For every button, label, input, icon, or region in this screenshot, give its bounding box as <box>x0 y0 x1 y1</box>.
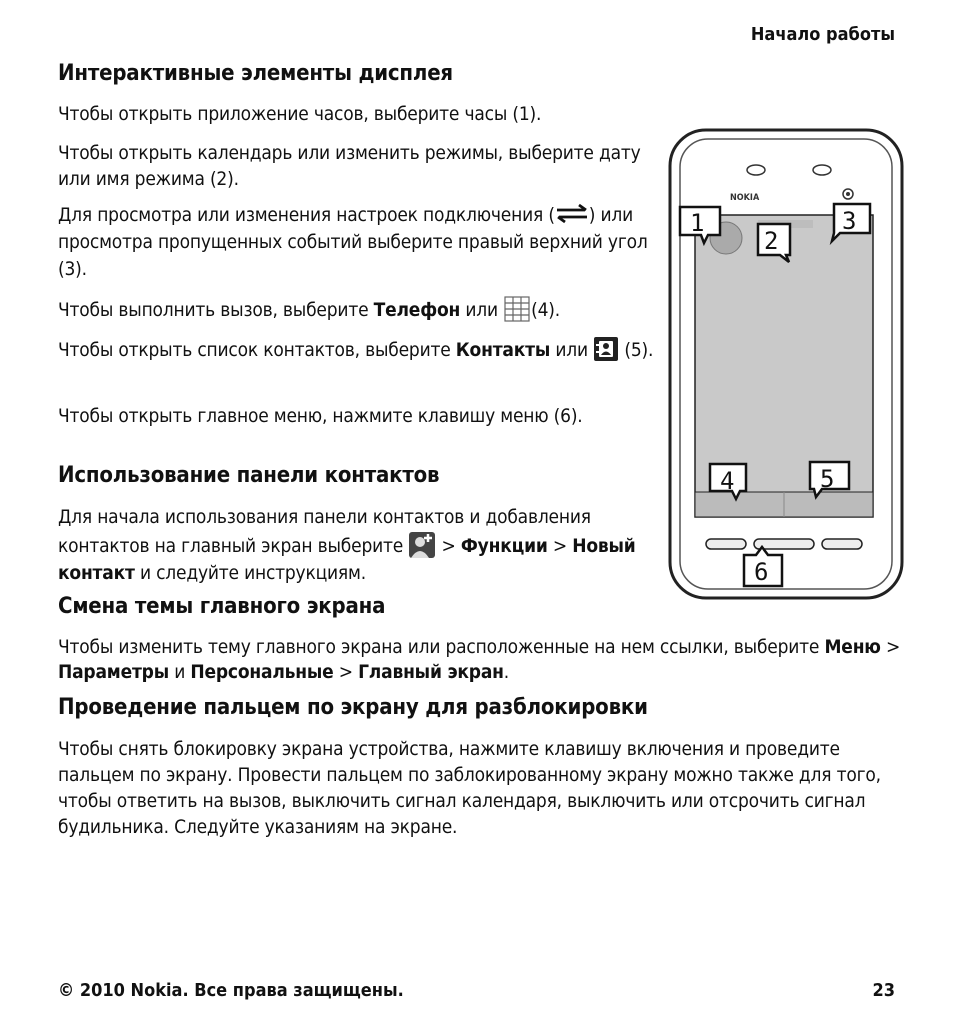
term-home-screen: Главный экран <box>358 661 504 683</box>
svg-text:6: 6 <box>754 558 769 586</box>
svg-text:5: 5 <box>820 465 835 493</box>
term-menu: Меню <box>824 636 881 658</box>
phone-brand-label: NOKIA <box>730 193 760 203</box>
add-contact-icon <box>408 531 436 559</box>
running-header: Начало работы <box>750 24 895 45</box>
paragraph-home-theme: Чтобы изменить тему главного экрана или расположенные на нем ссылки, выберите Меню > Параметры и Персональные > Главный экран. <box>58 636 901 683</box>
paragraph-contacts-bar: Для начала использования панели контактов и добавления контактов на главный экран выберите > Функции > Новый контакт и следуйте инструкциям. <box>58 506 636 584</box>
svg-text:3: 3 <box>842 207 857 235</box>
paragraph-clock: Чтобы открыть приложение часов, выберите часы (1). <box>58 103 542 125</box>
svg-text:4: 4 <box>720 467 735 495</box>
term-functions: Функции <box>460 535 548 557</box>
paragraph-calendar: Чтобы открыть календарь или изменить режимы, выберите дату или имя режима (2). <box>58 142 641 190</box>
term-phone: Телефон <box>373 299 461 321</box>
page-number: 23 <box>872 980 895 1001</box>
section-title-home-theme: Смена темы главного экрана <box>58 594 386 619</box>
paragraph-menu: Чтобы открыть главное меню, нажмите клавишу меню (6). <box>58 405 583 427</box>
contacts-book-icon <box>593 336 619 362</box>
phone-illustration <box>668 127 906 603</box>
term-settings: Параметры <box>58 661 169 683</box>
svg-text:1: 1 <box>690 209 705 237</box>
paragraph-connection: Для просмотра или изменения настроек подключения ( ) или просмотра пропущенных событий выберите правый верхний угол (3). <box>58 204 648 280</box>
section-title-display-elements: Интерактивные элементы дисплея <box>58 61 453 86</box>
paragraph-swipe-unlock: Чтобы снять блокировку экрана устройства, нажмите клавишу включения и проведите пальцем по экрану. Провести пальцем по заблокированному экрану можно также для того, чтобы ответить на вызов, выключить сигнал календаря, выключить или отсрочить сигнал будильника. Следуйте указаниям на экране. <box>58 738 881 838</box>
term-contacts: Контакты <box>455 339 551 361</box>
term-personal: Персональные <box>190 661 334 683</box>
term-new-contact: Новый контакт <box>58 535 636 584</box>
footer-copyright: © 2010 Nokia. Все права защищены. <box>58 980 404 1001</box>
paragraph-call: Чтобы выполнить вызов, выберите Телефон или (4). <box>58 295 678 324</box>
dialpad-grid-icon <box>503 295 531 323</box>
section-title-contacts-bar: Использование панели контактов <box>58 463 440 488</box>
paragraph-contacts: Чтобы открыть список контактов, выберите Контакты или (5). <box>58 336 663 364</box>
svg-text:2: 2 <box>764 227 779 255</box>
connection-arrows-icon <box>555 202 589 224</box>
section-title-swipe-unlock: Проведение пальцем по экрану для разблокировки <box>58 695 648 720</box>
